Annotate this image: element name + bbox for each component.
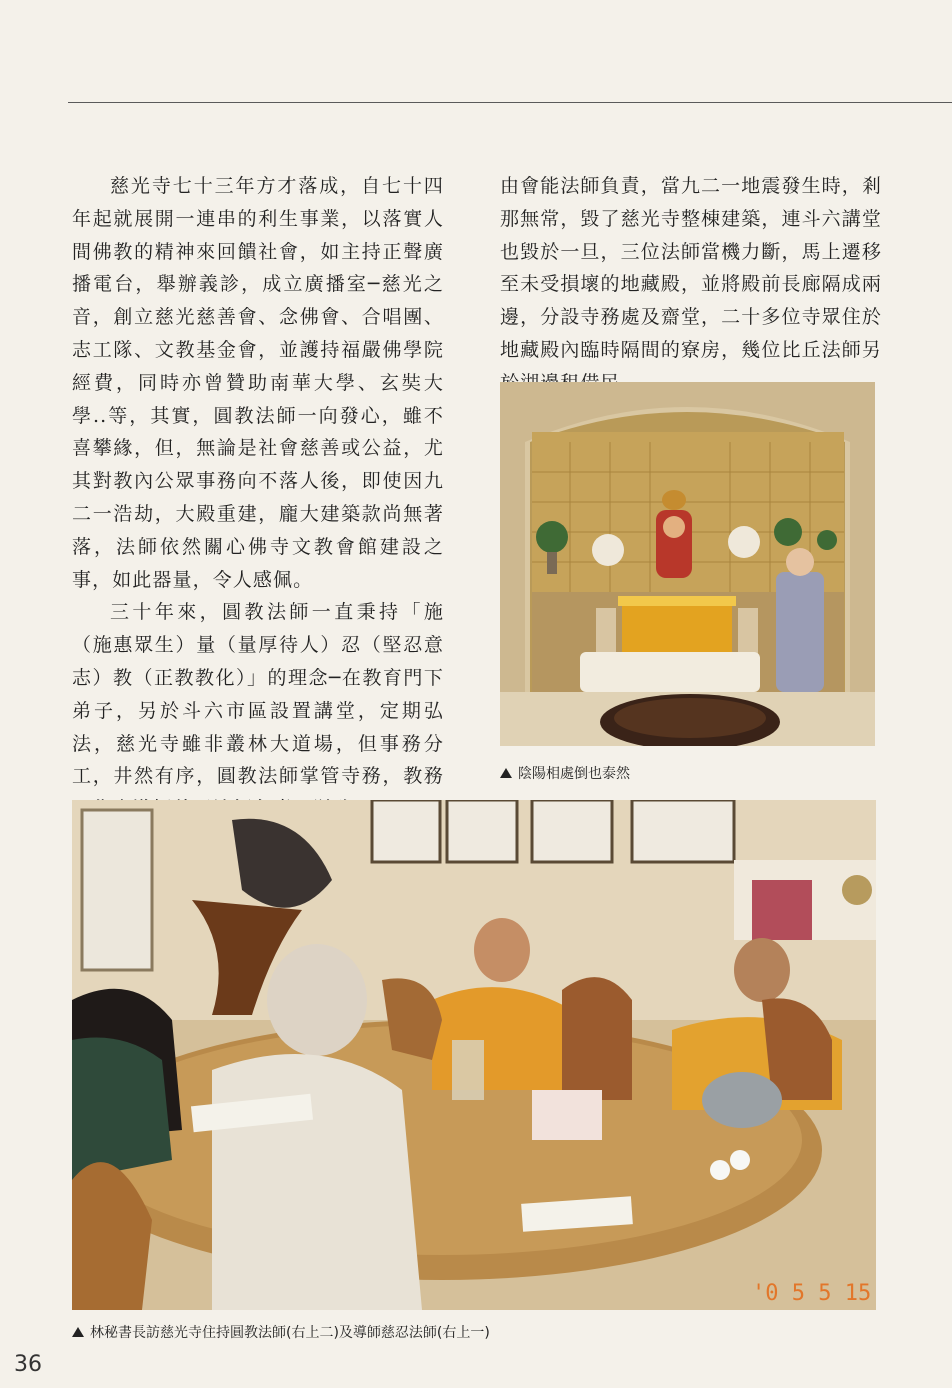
paragraph: 三十年來，圓教法師一直秉持「施（施惠眾生）量（量厚待人）忍（堅忍意志）教（正教教化）」的理念─在教育門下弟子，另於斗六市區設置講堂，定期弘法，慈光寺雖非叢林大道場，但事務分工，井然有序，圓教法師掌管寺務，教務 [72,601,444,788]
article-right-column [500,170,882,400]
page-number: 36 [14,1352,42,1377]
paragraph: 慈光寺七十三年方才落成，自七十四年起就展開一連串的利生事業，以落實人間佛教的精神來回饋社會，如主持正聲廣播電台，舉辦義診，成立廣播室─慈光之音，創立慈光慈善會、念佛會、合唱團、志工隊、文教基金會，並護持福嚴佛學院經費，同時亦曾贊助南華大學、玄奘大學..等，其實，圓教法師一向發心，雖不喜攀緣，但，無論是社會慈善或公益，尤其對教內公眾事務向不落人後，即使因九二一浩劫，大殿重建，龐大建築款尚無著落，法師依然關心佛寺文教會館建設之事，如此器量，令人感佩。 [72,175,444,591]
header-rule [68,102,952,103]
caption-text: 陰陽相處倒也泰然 [518,766,630,782]
triangle-icon [72,1327,84,1337]
shrine-photo [500,382,875,746]
triangle-icon [500,768,512,778]
bottom-photo-caption [72,1322,490,1342]
top-photo-caption [500,763,630,783]
date-stamp: '0 5 5 15 [752,1281,872,1306]
meeting-photo [72,800,876,1310]
caption-text: 林秘書長訪慈光寺住持圓教法師(右上二)及導師慈忍法師(右上一) [90,1325,490,1341]
article-left-column [72,170,444,826]
paragraph: 由會能法師負責，當九二一地震發生時，剎那無常，毀了慈光寺整棟建築，連斗六講堂也毀於一旦，三位法師當機力斷，馬上遷移至未受損壞的地藏殿，並將殿前長廊隔成兩邊，分設寺務處及齋堂，二十多位寺眾住於地藏殿內臨時隔間的寮房，幾位比丘法師另 [500,175,882,361]
